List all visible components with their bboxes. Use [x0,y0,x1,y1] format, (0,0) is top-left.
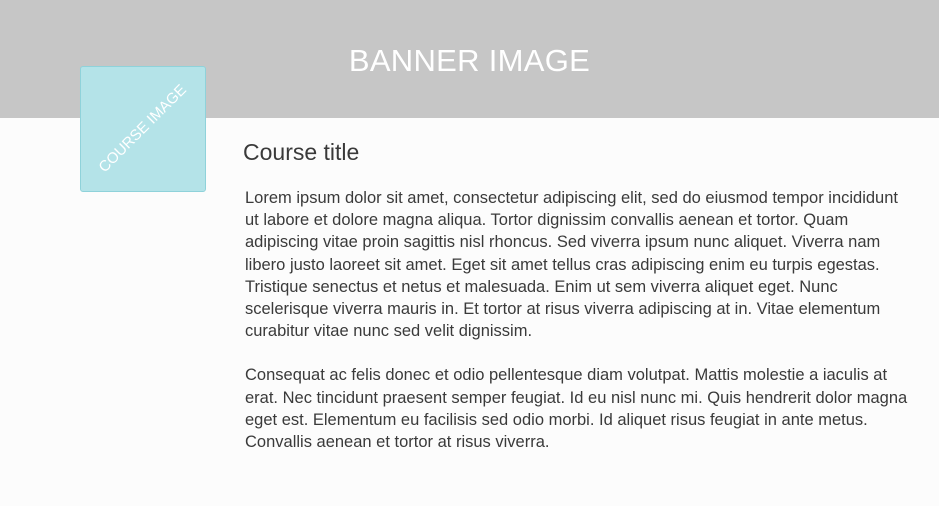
course-title: Course title [243,139,360,165]
course-image-label: COURSE IMAGE [95,81,190,176]
description-paragraph: Lorem ipsum dolor sit amet, consectetur adipiscing elit, sed do eiusmod tempor incididunt ut labore et dolore magna aliqua. Tortor dignissim convallis aenean et tortor. Quam adipiscing vitae proin sagittis nisl rhoncus. Sed viverra ipsum nunc aliquet. Viverra nam libero justo laoreet sit amet. Eget sit amet tellus cras adipiscing enim eu turpis egestas. Tristique senectus et netus et malesuada. Enim ut sem viverra aliquet eget. Nunc scelerisque viverra mauris in. Et tortor at risus viverra adipiscing at in. Vitae elementum curabitur vitae nunc sed velit dignissim. [245,189,898,341]
course-description [245,187,915,475]
banner-image-label: BANNER IMAGE [348,43,591,78]
course-image [80,66,206,192]
description-paragraph: Consequat ac felis donec et odio pellentesque diam volutpat. Mattis molestie a iaculis at erat. Nec tincidunt praesent semper feugiat. Id eu nisl nunc mi. Quis hendrerit dolor magna eget est. Elementum eu facilisis sed odio morbi. Id aliquet risus feugiat in ante metus. Convallis aenean et tortor at risus viverra. [245,366,908,452]
